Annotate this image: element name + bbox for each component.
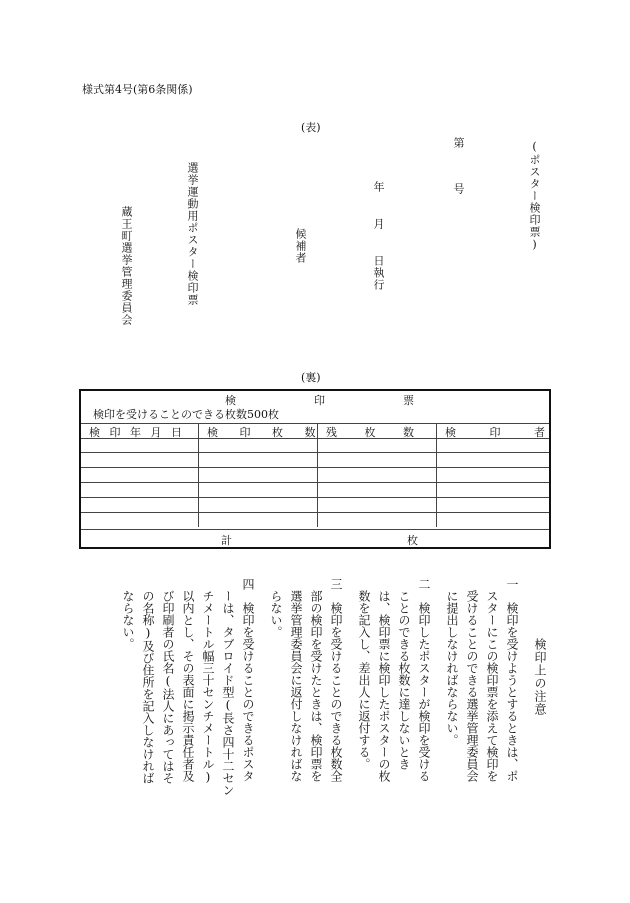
stamp-record-table <box>79 389 551 549</box>
note-column: 選挙管理委員会に返付しなければな <box>289 578 303 782</box>
note-column: の名称)及び住所を記入しなければ <box>141 578 155 784</box>
note-column: ーは、タブロイド型(長さ四十二セン <box>221 578 235 796</box>
total-unit: 枚 <box>407 534 418 547</box>
column-divider <box>317 423 318 527</box>
committee-name: 蔵王町選挙管理委員会 <box>120 206 133 326</box>
note-column: は、検印票に検印したポスターの枚 <box>377 578 391 782</box>
candidate-label: 候補者 <box>294 228 307 264</box>
number-suffix: 号 <box>452 183 465 195</box>
table-row-line <box>81 438 549 439</box>
note-column: スターにこの検印票を添えて検印を <box>485 578 499 782</box>
note-column: ならない。 <box>121 578 135 650</box>
header-stamp-date: 検 印 年 月 日 <box>89 426 182 439</box>
note-column: 四 検印を受けることのできるポスタ <box>241 578 255 782</box>
header-stamper: 検 印 者 <box>445 426 545 439</box>
table-title-char-3: 票 <box>403 394 414 407</box>
note-column: らない。 <box>269 578 283 638</box>
notes-title: 検印上の注意 <box>533 638 547 716</box>
stamp-quota: 検印を受けることのできる枚数500枚 <box>93 408 279 421</box>
date-year: 年 <box>372 181 385 193</box>
table-row-line <box>81 482 549 483</box>
total-row-border <box>81 529 549 530</box>
header-remaining-count: 残 枚 数 <box>326 426 414 439</box>
note-column: ことのできる枚数に達しないとき <box>397 578 411 770</box>
table-row-line <box>81 467 549 468</box>
table-title-char-2: 印 <box>314 394 325 407</box>
note-column: び印刷者の氏名(法人にあってはそ <box>161 578 175 784</box>
note-column: チメートル幅三十センチメートル) <box>201 578 215 784</box>
date-execution: 日執行 <box>372 255 385 291</box>
note-column: 以内とし、その表面に掲示責任者及 <box>181 578 195 782</box>
form-number-label: 様式第4号(第6条関係) <box>82 83 193 96</box>
form-title: 選挙運動用ポスター検印票 <box>186 162 199 306</box>
note-column: 数を記入し、差出人に返付する。 <box>357 578 371 770</box>
column-divider <box>436 423 437 527</box>
front-subtitle: (ポスター検印票) <box>528 140 541 252</box>
note-column: 部の検印を受けたときは、検印票を <box>309 578 323 782</box>
header-stamp-count: 検 印 枚 数 <box>207 426 316 439</box>
date-month: 月 <box>372 218 385 230</box>
table-title-char-1: 検 <box>225 394 236 407</box>
table-row-line <box>81 497 549 498</box>
total-label: 計 <box>221 534 232 547</box>
note-column: に提出しなければならない。 <box>445 578 459 746</box>
note-column: 一 検印を受けようとするときは、ポ <box>505 578 519 782</box>
front-side-label: (表) <box>301 121 321 134</box>
table-row-line <box>81 512 549 513</box>
back-side-label: (裏) <box>301 371 321 384</box>
column-divider <box>198 423 199 527</box>
note-column: 二 検印したポスターが検印を受ける <box>417 578 431 782</box>
number-label: 第 <box>452 137 465 149</box>
table-row-line <box>81 452 549 453</box>
note-column: 三 検印を受けることのできる枚数全 <box>329 578 343 782</box>
note-column: 受けることのできる選挙管理委員会 <box>465 578 479 782</box>
